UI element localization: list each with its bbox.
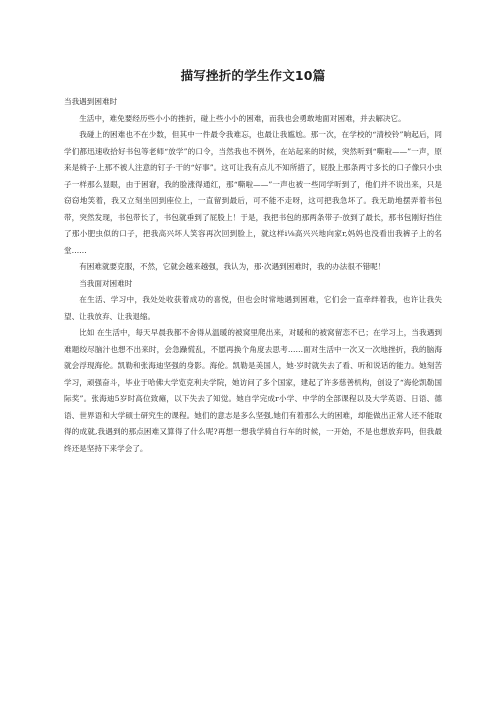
document-body: [64, 94, 442, 457]
section-heading-1: 当我遇到困难时: [64, 97, 118, 106]
section-heading-2: 当我面对困难时: [79, 278, 133, 288]
paragraph: 在生活、学习中，我处处收获着成功的喜悦，但也会时常地遇到困难，它们会一直牵绊着我，也许让我失望、让我放弃、让我退缩。: [64, 295, 442, 321]
paragraph: 有困难就要克服，不然，它就会越来越强，我认为，那·次遇到困难时，我的办法很不错呢！: [79, 262, 386, 271]
paragraph: 我碰上的困难也不在少数，但其中一件最令我难忘，也最让我尴尬。那一次，在学校的“清校铃”响起后，同学们都迅速收拾好书包等老师“放学”的口令，当然我也不例外，在站起来的时候，突然听到“嘶啦——”一声，原来是椅子·上那不被人注意的钉子·干的“好事”。这可让我有点儿不知所措了，屁股上那条两寸多长的口子像只小虫子一样那么显眼，由于困窘，我的脸涨得通红，那“嘶啦——”一声也被一些同学听到了，他们并不说出来，只是窃窃地笑着，我又立刻坐回到座位上，一直留到最后，可不能不走呀，这可把我急坏了。我无助地摆弄着书包带，突然发现，书包带长了，书包就垂到了屁股上！于是，我把书包的那两条带子·放到了最长，那书包刚好挡住了那小肥虫似的口子，把我高兴坏人笑容再次回到脸上，就这样i⅛高兴兴地向家r,妈妈也没看出我裤子上的名堂……: [64, 130, 442, 255]
paragraph: 生活中，难免要经历些小小的挫折，碰上些小小的困难，而我也会勇敢地面对困难，并去解决它。: [79, 113, 406, 123]
paragraph: 比如 在生活中，每天早晨我都不舍得从温暖的被窝里爬出来，对暖和的被窝留恋不已；在学习上，当我遇到难题绞尽脑汁也想不出来时，会急躁慌乱，不愿再换个角度去思考……面对生活中一次又一次地挫折，我的脑海就会浮现海伦。凯勒和张海迪坚强的身影。海伦。凯勒是美国人，她·岁时就失去了看、听和说话的能力。她刻苦学习，顽强奋斗，毕业于哈佛大学览克利夫学院，她访问了多个国家，建起了许多慈善机构，创设了“海伦凯勒国际奖”。张海迪5岁时高位致瘫，以下失去了知觉。她自学完成r小学、中学的全部课程以及大学英语、日语、德语、世界语和大学硕士研究生的课程。她们的意志是多么坚强,她们有着那么大的困难，却能做出正常人还不能取得的成就,我遇到的那点困难又算得了什么呢?再想一想我学骑自行车的时候，一开始，不是也想放弃吗，但我最终还是坚持下来学会了。: [64, 328, 442, 453]
document-title: 描写挫折的学生作文10篇: [180, 68, 326, 83]
